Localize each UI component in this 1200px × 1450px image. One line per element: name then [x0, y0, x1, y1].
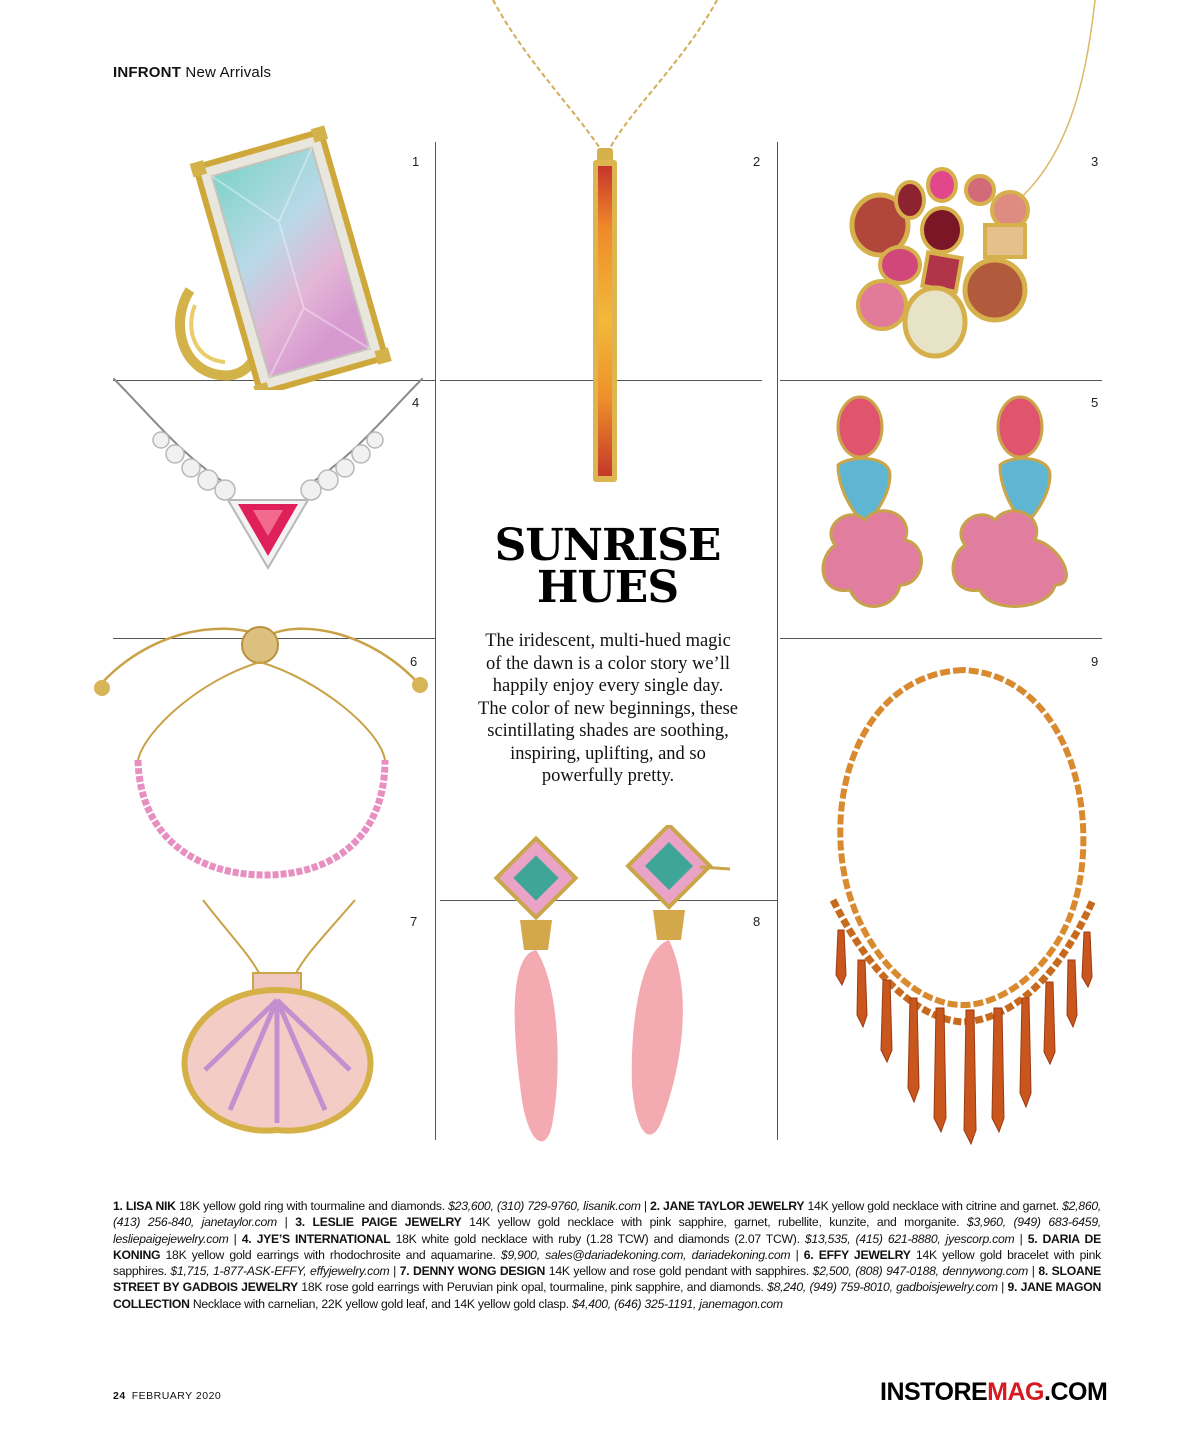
item-number-7: 7	[410, 914, 418, 929]
carnelian-necklace-photo	[818, 660, 1108, 1150]
credit-contact-6: $1,715, 1-877-ASK-EFFY, effyjewelry.com	[170, 1264, 390, 1279]
shell-pendant-photo	[175, 895, 380, 1140]
grid-rule-v2	[777, 142, 778, 1140]
credit-contact-1: $23,600, (310) 729-9760, lisanik.com	[448, 1199, 641, 1213]
grid-rule-h3	[780, 380, 1102, 381]
credit-desc-8: 18K rose gold earrings with Peruvian pink opal, tourmaline, pink sapphire, and diamonds.	[297, 1280, 768, 1295]
drop-earrings-photo	[820, 395, 1100, 635]
credit-label-2: 2. JANE TAYLOR JEWELRY	[650, 1199, 805, 1213]
item-number-4: 4	[412, 395, 420, 410]
credit-desc-2: 14K yellow gold necklace with citrine and garnet.	[804, 1199, 1063, 1213]
credit-contact-3: $3,960, (949) 683-6459, lesliepaigejewelry.com	[113, 1215, 1102, 1246]
brand-part-3: .COM	[1044, 1378, 1108, 1406]
deck-text: The iridescent, multi-hued magic of the dawn is a color story we’ll happily enjoy every single day. The color of new beginnings, these scintillating shades are soothing, inspiring, uplifting, and so powerfully pretty.	[478, 631, 738, 786]
credit-contact-8: $8,240, (949) 759-8010, gadboisjewelry.com	[767, 1280, 998, 1295]
credit-label-5: 5. DARIA DE KONING	[113, 1231, 1101, 1262]
headline-line-2: HUES	[536, 562, 679, 613]
credit-label-4: 4. JYE’S INTERNATIONAL	[241, 1231, 391, 1246]
item-number-9: 9	[1091, 654, 1099, 669]
item-number-6: 6	[410, 654, 418, 669]
section-name: INFRONT	[113, 64, 182, 81]
item-number-2: 2	[753, 154, 761, 169]
headline	[470, 520, 745, 613]
credit-desc-5: 18K yellow gold earrings with rhodochrosite and aquamarine.	[160, 1247, 501, 1262]
credit-contact-4: $13,535, (415) 621-8880, jyescorp.com	[804, 1231, 1015, 1246]
section-subtitle: New Arrivals	[181, 64, 272, 81]
opal-earrings-photo	[490, 825, 740, 1160]
credit-contact-7: $2,500, (808) 947-0188, dennywong.com	[812, 1264, 1029, 1279]
credit-desc-4: 18K white gold necklace with ruby (1.28 TCW) and diamonds (2.07 TCW).	[390, 1231, 805, 1246]
item-number-8: 8	[753, 914, 761, 929]
credit-label-6: 6. EFFY JEWELRY	[803, 1247, 911, 1262]
item-number-3: 3	[1091, 154, 1099, 169]
credit-desc-1: 18K yellow gold ring with tourmaline and diamonds.	[175, 1199, 449, 1213]
item-number-1: 1	[412, 154, 420, 169]
credit-label-9: 9. JANE MAGON COLLECTION	[113, 1280, 1101, 1311]
credit-desc-3: 14K yellow gold necklace with pink sapphire, garnet, rubellite, kunzite, and morganite.	[461, 1215, 967, 1230]
grid-rule-v3	[435, 900, 436, 1140]
credit-desc-7: 14K yellow and rose gold pendant with sapphires.	[545, 1264, 813, 1279]
credit-label-7: 7. DENNY WONG DESIGN	[399, 1264, 546, 1279]
credit-contact-2: $2,860, (413) 256-840, janetaylor.com	[113, 1199, 1102, 1230]
brand-part-2: MAG	[987, 1378, 1044, 1406]
section-header	[113, 64, 271, 81]
ring-photo	[160, 120, 400, 390]
bar-necklace-photo	[485, 0, 725, 485]
credit-desc-6: 14K yellow gold bracelet with pink sapphires.	[113, 1247, 1101, 1279]
headline-line-1: SUNRISE	[494, 520, 721, 571]
brand-url[interactable]	[880, 1378, 1108, 1407]
credit-label-8: 8. SLOANE STREET BY GADBOIS JEWELRY	[113, 1264, 1101, 1295]
credit-desc-9: Necklace with carnelian, 22K yellow gold leaf, and 14K yellow gold clasp.	[189, 1296, 573, 1311]
grid-rule-h5	[780, 638, 1102, 639]
product-credits: 1. LISA NIK 18K yellow gold ring with tourmaline and diamonds. $23,600, (310) 729-9760, lisanik.com | 2. JANE TAYLOR JEWELRY 14K yellow gold necklace with citrine and garnet. $2,860, (413) 256-840, janetaylor.com | 3. LESLIE PAIGE JEWELRY 14K yellow gold necklace with pink sapphire, garnet, rubellite, kunzite, and morganite. $3,960, (949) 683-6459, lesliepaigejewelry.com | 4. JYE’S INTERNATIONAL 18K white gold necklace with ruby (1.28 TCW) and diamonds (2.07 TCW). $13,535, (415) 621-8880, jyescorp.com | 5. DARIA DE KONING 18K yellow gold earrings with rhodochrosite and aquamarine. $9,900, sales@dariadekoning.com, dariadekoning.com | 6. EFFY JEWELRY 14K yellow gold bracelet with pink sapphires. $1,715, 1-877-ASK-EFFY, effyjewelry.com | 7. DENNY WONG DESIGN 14K yellow and rose gold pendant with sapphires. $2,500, (808) 947-0188, dennywong.com | 8. SLOANE STREET BY GADBOIS JEWELRY 18K rose gold earrings with Peruvian pink opal, tourmaline, pink sapphire, and diamonds. $8,240, (949) 759-8010, gadboisjewelry.com | 9. JANE MAGON COLLECTION Necklace with carnelian, 22K yellow gold leaf, and 14K yellow gold clasp. $4,400, (646) 325-1191, janemagon.com	[113, 1199, 1102, 1311]
credit-contact-5: $9,900, sales@dariadekoning.com, dariadekoning.com	[500, 1247, 791, 1262]
page-footer	[113, 1390, 221, 1402]
credit-label-3: 3. LESLIE PAIGE JEWELRY	[295, 1215, 462, 1230]
brand-part-1: INSTORE	[880, 1378, 988, 1406]
credit-label-1: 1. LISA NIK	[113, 1199, 176, 1213]
bracelet-photo	[90, 610, 440, 895]
issue-date: FEBRUARY 2020	[131, 1390, 222, 1402]
ruby-necklace-photo	[113, 378, 423, 578]
item-number-5: 5	[1091, 395, 1099, 410]
page-number: 24	[113, 1390, 126, 1402]
cluster-necklace-photo	[840, 0, 1110, 365]
credit-contact-9: $4,400, (646) 325-1191, janemagon.com	[572, 1296, 783, 1311]
